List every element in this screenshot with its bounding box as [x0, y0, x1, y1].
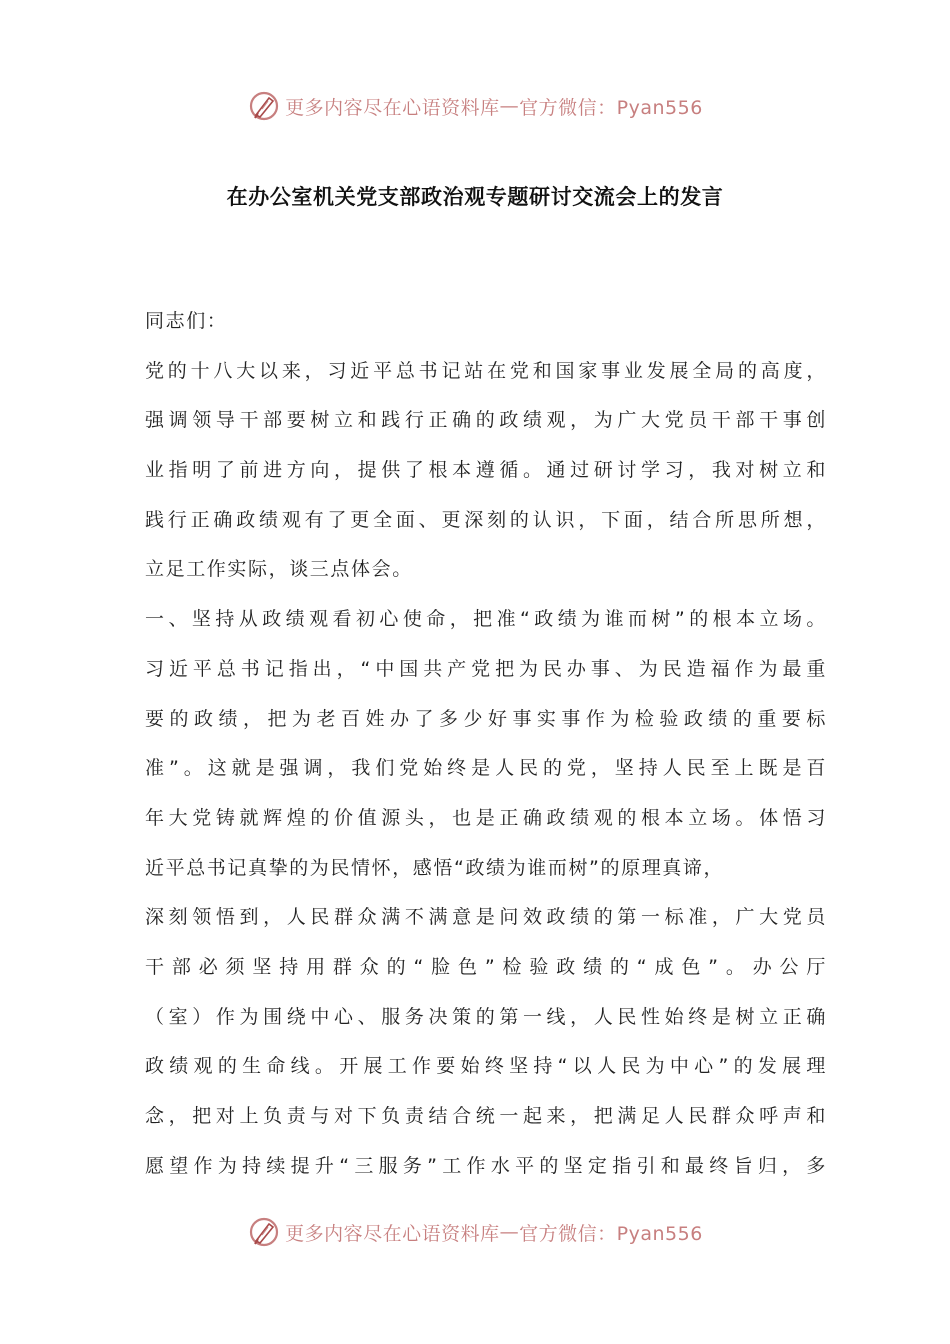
body-line: 业指明了前进方向，提供了根本遵循。通过研讨学习，我对树立和 — [145, 459, 827, 482]
quill-pen-logo-icon — [247, 1215, 281, 1249]
watermark-contact-text: 官方微信：Pyan556 — [519, 96, 703, 119]
body-line: 念，把对上负责与对下负责结合统一起来，把满足人民群众呼声和 — [145, 1105, 827, 1127]
document-title: 在办公室机关党支部政治观专题研讨交流会上的发言 — [226, 184, 724, 209]
body-line: 践行正确政绩观有了更全面、更深刻的认识，下面，结合所思所想， — [145, 508, 827, 531]
section-heading-line: 一、坚持从政绩观看初心使命，把准“政绩为谁而树”的根本立场。 — [145, 608, 827, 631]
watermark-dash: — — [499, 1221, 520, 1243]
body-line: 习近平总书记指出，“中国共产党把为民办事、为民造福作为最重 — [145, 657, 827, 680]
salutation-line: 同志们： — [145, 310, 228, 332]
body-line: 要的政绩，把为老百姓办了多少好事实事作为检验政绩的重要标 — [145, 707, 827, 730]
body-line: （室）作为围绕中心、服务决策的第一线，人民性始终是树立正确 — [145, 1005, 827, 1028]
watermark-contact-text: 官方微信：Pyan556 — [519, 1222, 703, 1245]
body-line: 准”。这就是强调，我们党始终是人民的党，坚持人民至上既是百 — [145, 757, 827, 780]
watermark-site-text: 更多内容尽在心语资料库 — [285, 96, 500, 119]
body-line: 党的十八大以来，习近平总书记站在党和国家事业发展全局的高度， — [145, 359, 827, 382]
body-line: 年大党铸就辉煌的价值源头，也是正确政绩观的根本立场。体悟习 — [145, 806, 827, 829]
watermark-site-text: 更多内容尽在心语资料库 — [285, 1222, 500, 1245]
watermark-dash: — — [499, 95, 520, 117]
footer-watermark — [0, 1210, 950, 1254]
body-line: 近平总书记真挚的为民情怀，感悟“政绩为谁而树”的原理真谛， — [145, 856, 725, 879]
header-watermark — [0, 84, 950, 128]
quill-pen-logo-icon — [247, 89, 281, 123]
body-line: 深刻领悟到，人民群众满不满意是问效政绩的第一标准，广大党员 — [145, 906, 827, 929]
body-line: 干部必须坚持用群众的“脸色”检验政绩的“成色”。办公厅 — [145, 955, 827, 978]
body-line: 强调领导干部要树立和践行正确的政绩观，为广大党员干部干事创 — [145, 409, 827, 432]
body-line: 立足工作实际，谈三点体会。 — [145, 558, 413, 581]
body-line: 愿望作为持续提升“三服务”工作水平的坚定指引和最终旨归，多 — [145, 1154, 827, 1177]
document-body — [145, 297, 827, 1191]
body-line: 政绩观的生命线。开展工作要始终坚持“以人民为中心”的发展理 — [145, 1055, 827, 1078]
